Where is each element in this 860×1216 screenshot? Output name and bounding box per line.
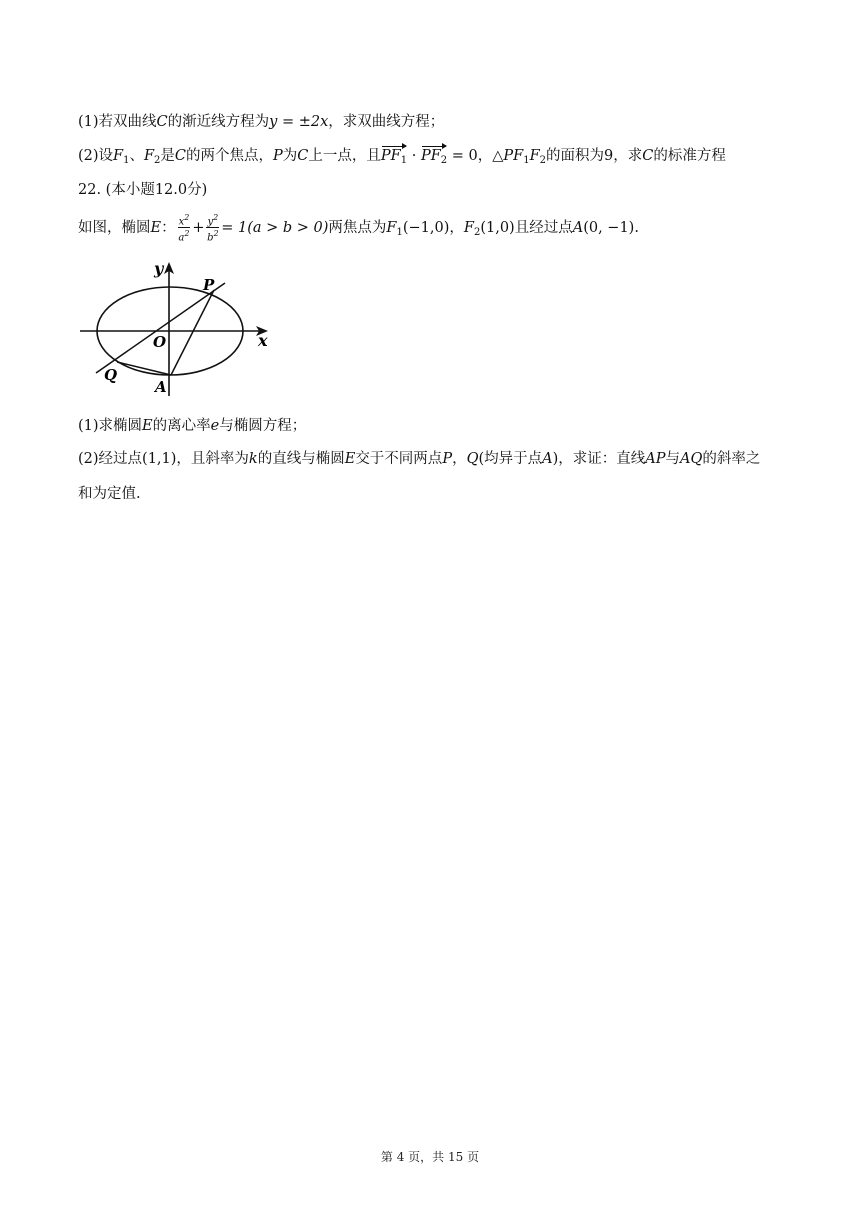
fraction-x2-a2: $\frac{x^2}{a^2}$	[178, 213, 190, 244]
label-P: P	[203, 276, 215, 294]
q22-s1-text3: 与椭圆方程；	[219, 418, 307, 434]
q21-p2-text5: 上一点，且	[308, 148, 381, 164]
var-k: k	[248, 451, 258, 467]
q22-intro: 如图，椭圆E： $\frac{x^2}{a^2}$ + $\frac{y^2}{b^2}$ = 1(a > b > 0)两焦点为$F_1(-1,0)$，$F_2(1,0)$且经过点A(0, −1).	[78, 213, 639, 244]
page-footer: 第 4 页，共 15 页	[380, 1150, 480, 1164]
q21-p2-text2: 是	[160, 148, 175, 164]
q22-s2-text6: 与	[665, 451, 681, 467]
var-F1: F	[113, 148, 124, 164]
var-P: P	[442, 451, 453, 467]
var-Q: Q	[466, 451, 479, 467]
q21-part1	[78, 112, 444, 132]
q22-intro-text: 如图，椭圆	[78, 219, 151, 236]
var-e: e	[210, 418, 220, 434]
q21-p2-text: (2)设	[78, 148, 114, 164]
label-A: A	[155, 378, 167, 396]
q22-s1-text2: 的离心率	[152, 418, 211, 434]
q22-part1	[78, 416, 306, 436]
q21-part2: (2)设$F_1$、$F_2$是C的两个焦点，P为C上一点，且$PF_1 \cdot PF_2 = 0$，$\triangle PF_1F_2$的面积为9，求C的标准方程	[78, 146, 726, 171]
var-A: A	[542, 451, 553, 467]
dot-operator: ·	[407, 148, 421, 164]
q22-s2-text7: 的斜率之	[702, 451, 761, 467]
equals-zero: = 0，	[447, 148, 493, 164]
q21-p1-text: (1)若双曲线	[78, 114, 157, 130]
line-AP: AP	[645, 451, 666, 467]
q22-s2-text2: 的直线与椭圆	[257, 451, 345, 467]
var-A: A	[572, 219, 584, 236]
F1-coords: (−1,0)，	[402, 219, 464, 236]
label-y: y	[154, 259, 164, 278]
var-F2: F	[143, 148, 155, 164]
q22-s2-text5: )，求证：直线	[552, 451, 646, 467]
var-C: C	[156, 114, 168, 130]
q22-s1-text: (1)求椭圆	[78, 418, 143, 434]
q22-intro-text2: 两焦点为	[328, 219, 387, 236]
label-x: x	[258, 331, 268, 350]
q22-part2	[78, 449, 760, 469]
comma: ，	[452, 451, 467, 467]
label-O: O	[153, 333, 167, 351]
ellipse-figure	[76, 256, 286, 402]
line-AQ: AQ	[680, 451, 703, 467]
asymptote-equation: y = ±2x	[269, 114, 329, 130]
A-coords: (0, −1).	[583, 219, 639, 236]
triangle-PF1F2: PF	[503, 148, 524, 164]
q21-p2-text4: 为	[282, 148, 298, 164]
q22-part2-continued: 和为定值.	[78, 486, 141, 502]
F2-coords: (1,0)且经过点	[480, 219, 573, 236]
separator: 、	[129, 148, 144, 164]
vector-PF2-label: PF	[420, 148, 441, 164]
vector-PF1-label: PF	[380, 148, 401, 164]
fraction-y2-b2: $\frac{y^2}{b^2}$	[207, 213, 219, 244]
var-E: E	[150, 219, 162, 236]
var-E: E	[344, 451, 356, 467]
var-C: C	[642, 148, 654, 164]
var-E: E	[142, 418, 153, 434]
segment-AP	[171, 290, 214, 375]
q22-s2-text3: 交于不同两点	[355, 451, 443, 467]
q21-p2-text7: 的标准方程	[653, 148, 726, 164]
colon: ：	[161, 219, 176, 236]
q21-p1-text2: 的渐近线方程为	[167, 114, 270, 130]
q21-p1-text3: ，求双曲线方程；	[328, 114, 445, 130]
triangle-symbol: △	[492, 148, 504, 164]
var-C: C	[174, 148, 187, 164]
var-F2: F	[463, 219, 474, 236]
q21-p2-text6: 的面积为9，求	[546, 148, 643, 164]
q21-p2-text3: 的两个焦点，	[186, 148, 274, 164]
q22-s2-text: (2)经过点(1,1)，且斜率为	[78, 451, 249, 467]
var-C: C	[297, 148, 309, 164]
q22-s2-text4: (均异于点	[478, 451, 543, 467]
var-F1: F	[386, 219, 397, 236]
vector-PF1: $PF_1$	[381, 146, 407, 171]
line-PQ	[96, 283, 225, 373]
label-Q: Q	[104, 366, 118, 384]
q22-header: 22. (本小题12.0分)	[78, 182, 208, 198]
ellipse-condition: = 1(a > b > 0)	[221, 219, 329, 236]
var-P: P	[273, 148, 283, 164]
vector-PF2: $PF_2$	[421, 146, 447, 171]
